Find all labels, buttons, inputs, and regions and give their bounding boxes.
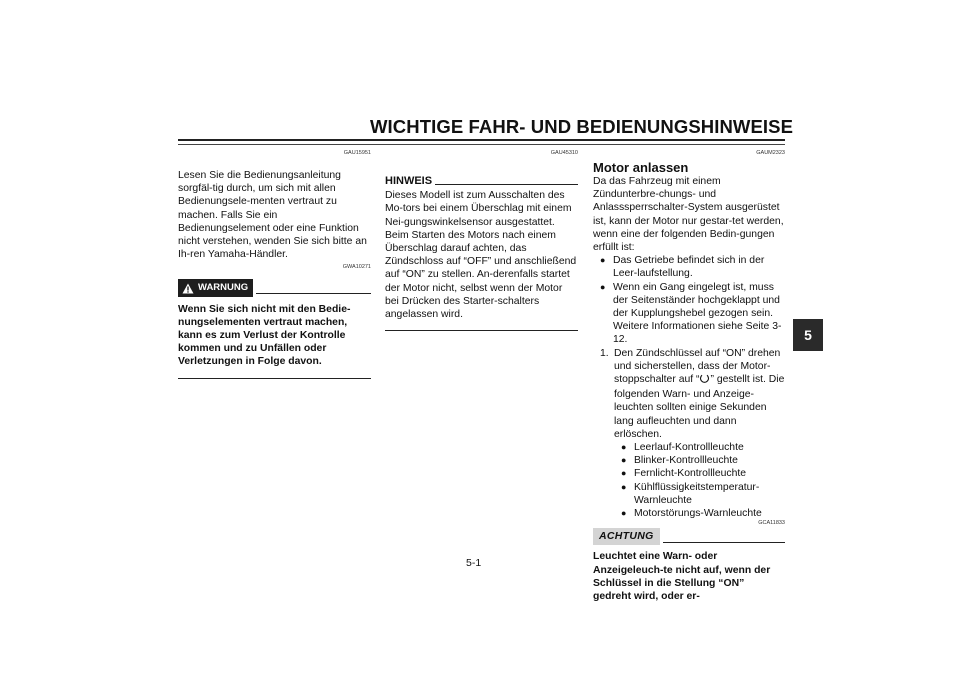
section-intro: Da das Fahrzeug mit einem Zündunterbre-chungs- und Anlasssperrschalter-System ausgerüstet ist, kann der Motor nur gestar-tet werden, wenn eine der folgenden Bedin-gungen erfüllt ist: [593, 176, 784, 254]
reference-code: GAUM2323 [756, 150, 785, 156]
note-label: HINWEIS [385, 175, 433, 187]
numbered-step [593, 347, 785, 441]
page-number: 5-1 [466, 557, 482, 569]
list-item: ● Wenn ein Gang eingelegt ist, muss der Seitenständer hochgeklappt und der Kupplungshebel gezogen sein. Weitere Informationen siehe Seite 3-12. [600, 281, 782, 346]
bullet-icon: ● [600, 255, 606, 266]
bullet-icon: ● [621, 468, 627, 479]
warning-text: Wenn Sie sich nicht mit den Bedie-nungselementen vertraut machen, kann es zum Verlust der Kontrolle kommen und zu Unfällen oder Verletzungen in Folge davon. [178, 303, 351, 368]
warning-header [178, 279, 371, 296]
list-item: ● Fernlicht-Kontrollleuchte [621, 468, 747, 480]
column-middle [385, 150, 578, 331]
warning-bottom-rule [178, 378, 371, 379]
reference-code: GAU15951 [343, 150, 371, 156]
column-left [178, 150, 371, 379]
title-rule-thick [178, 139, 785, 141]
note-text: Dieses Modell ist zum Ausschalten des Mo-tors bei einem Überschlag mit einem Nei-gungswinkelsensor ausgestattet. Beim Starten des Motors nach einem Überschlag darauf achten, das Zündschloss auf “OFF” und anschließend auf “ON” zu stellen. An-derenfalls startet der Motor nicht, selbst wenn der Motor bei Drücken des Starter-schalters angelassen wird. [385, 190, 577, 321]
bullet-icon: ● [621, 508, 627, 519]
list-item: ● Kühlflüssigkeitstemperatur-Warnleuchte [621, 481, 760, 506]
caution-text: Leuchtet eine Warn- oder Anzeigeleuch-te nicht auf, wenn der Schlüssel in die Stellung “ON” gedreht wird, oder er- [593, 551, 771, 603]
caution-rule [663, 542, 785, 543]
list-item: ● Das Getriebe befindet sich in der Leer-laufstellung. [600, 255, 765, 280]
warning-label: WARNUNG [198, 282, 249, 294]
bullet-icon: ● [600, 281, 606, 292]
bullet-icon: ● [621, 455, 627, 466]
intro-paragraph: Lesen Sie die Bedienungsanleitung sorgfäl-tig durch, um sich mit allen Bedienungsele-menten vertraut zu machen. Falls Sie ein Bedienungselement oder eine Funktion nicht verstehen, wenden Sie sich bitte an Ih-ren Yamaha-Händler. [178, 170, 367, 261]
page-title: WICHTIGE FAHR- UND BEDIENUNGSHINWEISE [370, 116, 794, 137]
note-header [385, 175, 578, 188]
warning-badge [178, 279, 253, 296]
bullet-icon: ● [621, 442, 627, 453]
reference-code: GWA10271 [342, 264, 371, 271]
engine-run-symbol-icon [699, 373, 710, 388]
note-bottom-rule [385, 330, 578, 331]
warning-triangle-icon [182, 283, 194, 294]
list-item: ● Leerlauf-Kontrollleuchte [621, 442, 744, 454]
bullet-icon: ● [621, 481, 627, 492]
caution-header [593, 528, 785, 545]
caution-badge: ACHTUNG [593, 528, 660, 545]
step-number: 1. [600, 347, 609, 359]
step-text: Den Zündschlüssel auf “ON” drehen und sicherstellen, dass der Motor-stoppschalter auf “ ” gestellt ist. Die folgenden Warn- und Anzeige-leuchten sollten einige Sekunden lang aufleuchten und dann erlöschen. [614, 347, 785, 440]
section-heading: Motor anlassen [593, 160, 689, 175]
column-right [593, 150, 785, 603]
title-rule-thin [178, 144, 785, 145]
reference-code: GCA11833 [758, 520, 785, 527]
note-rule [435, 184, 578, 185]
list-item: ● Motorstörungs-Warnleuchte [621, 508, 762, 520]
chapter-tab: 5 [793, 319, 823, 351]
warning-rule [256, 293, 371, 294]
list-item: ● Blinker-Kontrollleuchte [621, 455, 738, 467]
reference-code: GAU45310 [550, 150, 578, 156]
